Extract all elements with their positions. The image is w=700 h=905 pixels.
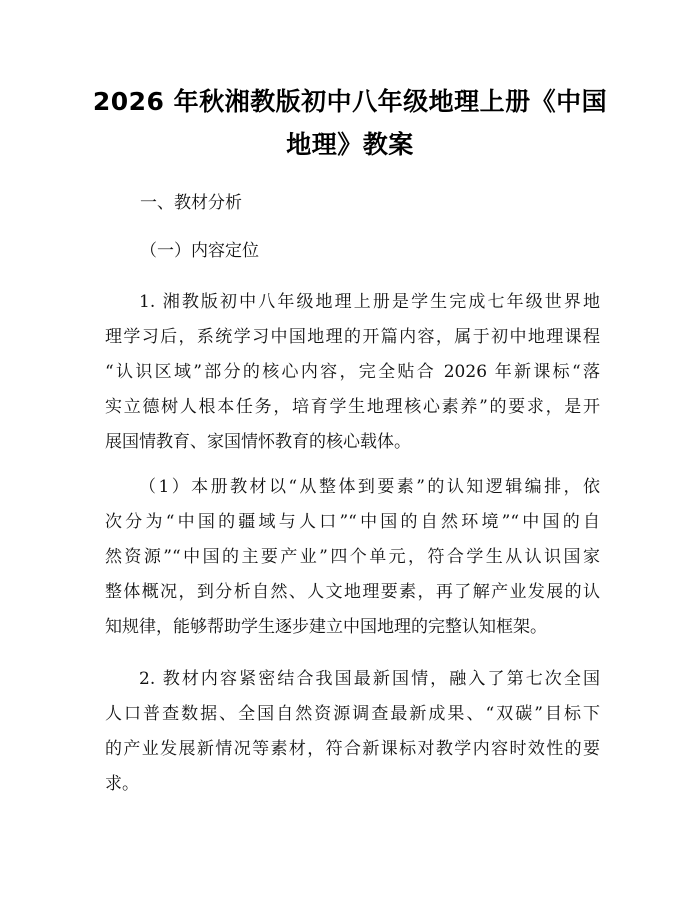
paragraph-1	[105, 285, 600, 460]
paragraph-1-line: 1. 湘教版初中八年级地理上册是学生完成七年级世界地	[139, 292, 600, 312]
document-title-line-1: 2026 年秋湘教版初中八年级地理上册《中国	[92, 87, 608, 116]
paragraph-3-line: 人口普查数据、全国自然资源调查最新成果、“双碳”目标下	[105, 704, 600, 724]
document-title-line-2: 地理》教案	[286, 130, 414, 159]
paragraph-3-line: 2. 教材内容紧密结合我国最新国情，融入了第七次全国	[139, 669, 600, 689]
paragraph-2-line: 知规律，能够帮助学生逐步建立中国地理的完整认知框架。	[105, 617, 547, 637]
paragraph-2-line: 次分为“中国的疆域与人口”“中国的自然环境”“中国的自	[105, 512, 600, 532]
paragraph-2-line: 然资源”“中国的主要产业”四个单元，符合学生从认识国家	[105, 547, 600, 567]
paragraph-1-line: “认识区域”部分的核心内容，完全贴合 2026 年新课标“落	[105, 362, 600, 382]
paragraph-2-line: 整体概况，到分析自然、人文地理要素，再了解产业发展的认	[105, 582, 600, 602]
paragraph-2	[105, 470, 600, 645]
paragraph-3-line: 的产业发展新情况等素材，符合新课标对教学内容时效性的要	[105, 739, 600, 759]
paragraph-2-line: （1）本册教材以“从整体到要素”的认知逻辑编排，依	[139, 477, 600, 497]
subsection-heading-content-positioning: （一）内容定位	[140, 241, 259, 261]
paragraph-1-line: 展国情教育、家国情怀教育的核心载体。	[105, 432, 411, 452]
paragraph-1-line: 实立德树人根本任务，培育学生地理核心素养”的要求，是开	[105, 397, 600, 417]
section-heading-textbook-analysis: 一、教材分析	[140, 193, 242, 213]
paragraph-3-line: 求。	[105, 774, 139, 794]
paragraph-1-line: 理学习后，系统学习中国地理的开篇内容，属于初中地理课程	[105, 327, 600, 347]
paragraph-3	[105, 662, 600, 802]
